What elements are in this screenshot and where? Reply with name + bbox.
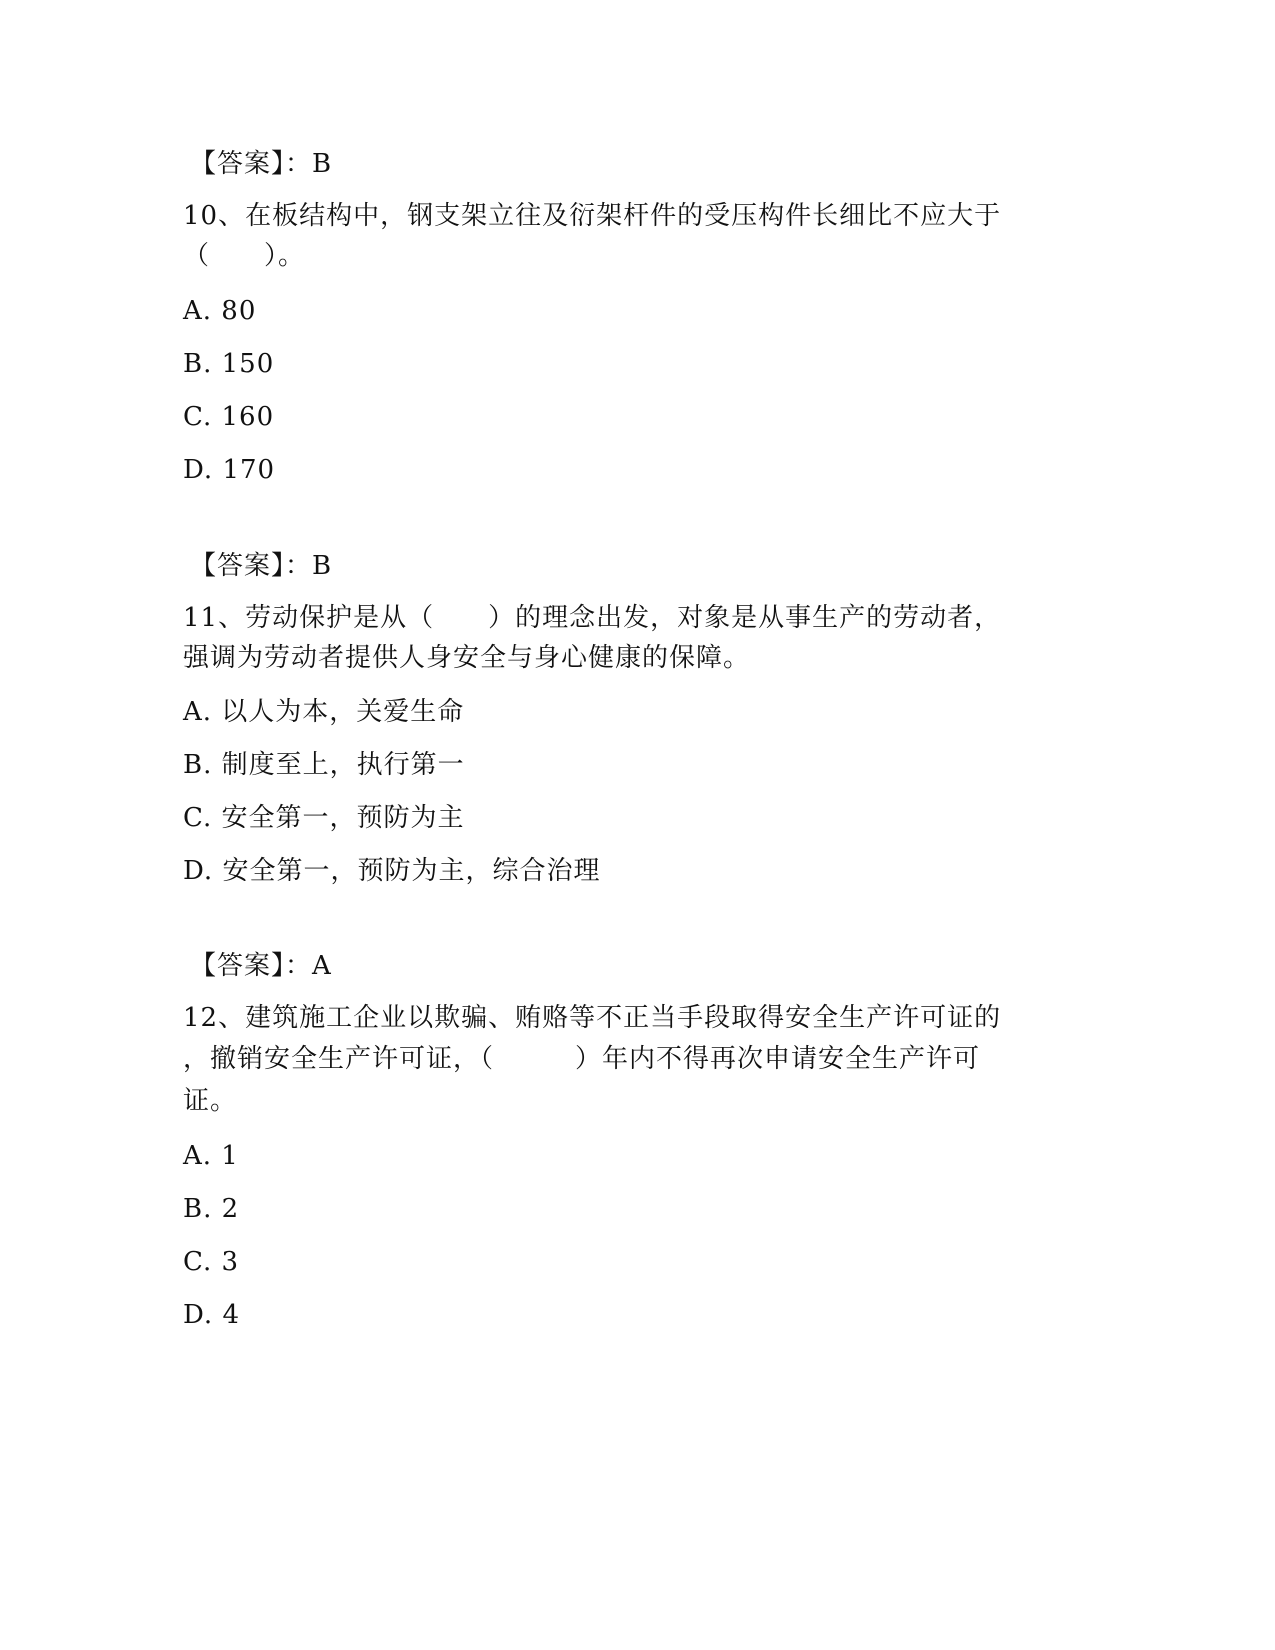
question-10-option-c: C. 160 bbox=[183, 402, 275, 432]
question-10-option-a: A. 80 bbox=[183, 296, 257, 326]
question-11-option-c: C. 安全第一，预防为主 bbox=[183, 803, 465, 833]
question-12-stem-line2: ，撤销安全生产许可证，（ ）年内不得再次申请安全生产许可 bbox=[183, 1044, 981, 1074]
question-11-option-d: D. 安全第一，预防为主，综合治理 bbox=[183, 856, 601, 886]
question-10-option-d: D. 170 bbox=[183, 455, 276, 485]
question-12-option-d: D. 4 bbox=[183, 1300, 240, 1330]
question-10-option-b: B. 150 bbox=[183, 349, 275, 379]
question-11-option-b: B. 制度至上，执行第一 bbox=[183, 750, 465, 780]
question-11-stem-line1: 11、劳动保护是从（ ）的理念出发，对象是从事生产的劳动者， bbox=[183, 603, 1002, 633]
question-12-stem-line3: 证。 bbox=[183, 1086, 238, 1116]
question-11-stem-line2: 强调为劳动者提供人身安全与身心健康的保障。 bbox=[183, 643, 751, 673]
question-12-option-b: B. 2 bbox=[183, 1194, 240, 1224]
answer-line-q9: 【答案】：B bbox=[190, 149, 333, 179]
answer-line-q11: 【答案】：A bbox=[190, 951, 332, 981]
question-11-option-a: A. 以人为本，关爱生命 bbox=[183, 697, 465, 727]
question-12-stem-line1: 12、建筑施工企业以欺骗、贿赂等不正当手段取得安全生产许可证的 bbox=[183, 1003, 1002, 1033]
question-10-stem-line2: （ ）。 bbox=[183, 241, 306, 271]
question-12-option-a: A. 1 bbox=[183, 1141, 239, 1171]
answer-line-q10: 【答案】：B bbox=[190, 551, 333, 581]
question-12-option-c: C. 3 bbox=[183, 1247, 240, 1277]
question-10-stem-line1: 10、在板结构中，钢支架立往及衍架杆件的受压构件长细比不应大于 bbox=[183, 201, 1002, 231]
